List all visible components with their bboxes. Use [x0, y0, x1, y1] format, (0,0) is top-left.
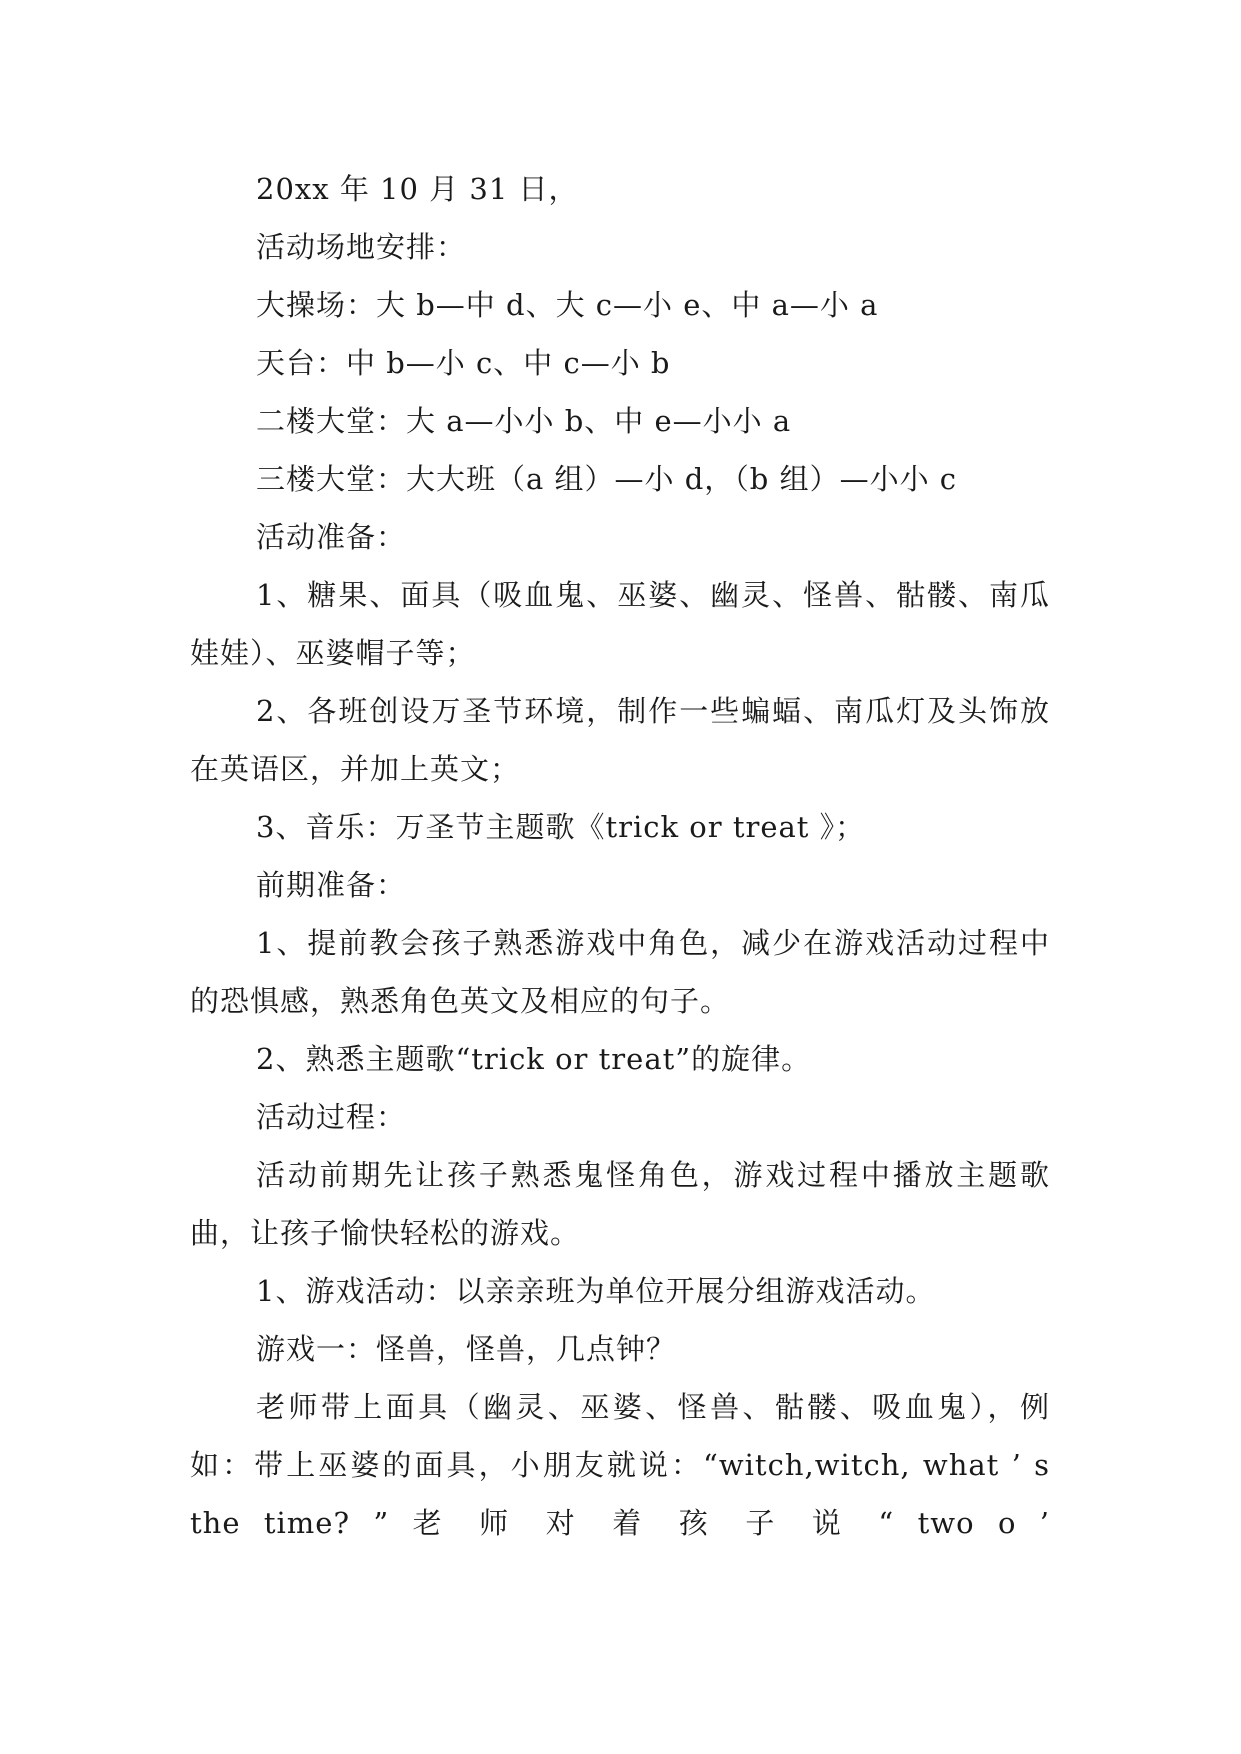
preparation-item-1: 1、糖果、面具（吸血鬼、巫婆、幽灵、怪兽、骷髅、南瓜娃娃）、巫婆帽子等；	[190, 578, 1050, 670]
preparation-heading: 活动准备：	[256, 520, 407, 554]
game-one-description: 老师带上面具（幽灵、巫婆、怪兽、骷髅、吸血鬼），例如：带上巫婆的面具，小朋友就说：“witch,witch, what ’ s the time? ” 老 师 对 着 孩 子 说 “ two o ’	[190, 1390, 1050, 1540]
preparation-item-3: 3、音乐：万圣节主题歌《trick or treat 》；	[256, 810, 866, 844]
preparation-item-2: 2、各班创设万圣节环境，制作一些蝙蝠、南瓜灯及头饰放在英语区，并加上英文；	[190, 694, 1050, 786]
document-body	[190, 160, 1050, 1552]
venue-third-floor: 三楼大堂：大大班（a 组）—小 d，（b 组）—小小 c	[256, 462, 958, 496]
venue-second-floor: 二楼大堂：大 a—小小 b、中 e—小小 a	[256, 404, 792, 438]
venue-heading: 活动场地安排：	[256, 230, 467, 264]
process-intro: 活动前期先让孩子熟悉鬼怪角色，游戏过程中播放主题歌曲，让孩子愉快轻松的游戏。	[190, 1158, 1050, 1250]
venue-playground: 大操场：大 b—中 d、大 c—小 e、中 a—小 a	[256, 288, 879, 322]
early-preparation-item-2: 2、熟悉主题歌“trick or treat”的旋律。	[256, 1042, 812, 1076]
date-line: 20xx 年 10 月 31 日，	[256, 172, 579, 206]
process-heading: 活动过程：	[256, 1100, 407, 1134]
game-one-title: 游戏一：怪兽，怪兽，几点钟？	[256, 1332, 677, 1366]
early-preparation-heading: 前期准备：	[256, 868, 407, 902]
early-preparation-item-1: 1、提前教会孩子熟悉游戏中角色，减少在游戏活动过程中的恐惧感，熟悉角色英文及相应的句子。	[190, 926, 1050, 1018]
venue-rooftop: 天台：中 b—小 c、中 c—小 b	[256, 346, 671, 380]
game-activity-line: 1、游戏活动：以亲亲班为单位开展分组游戏活动。	[256, 1274, 936, 1308]
